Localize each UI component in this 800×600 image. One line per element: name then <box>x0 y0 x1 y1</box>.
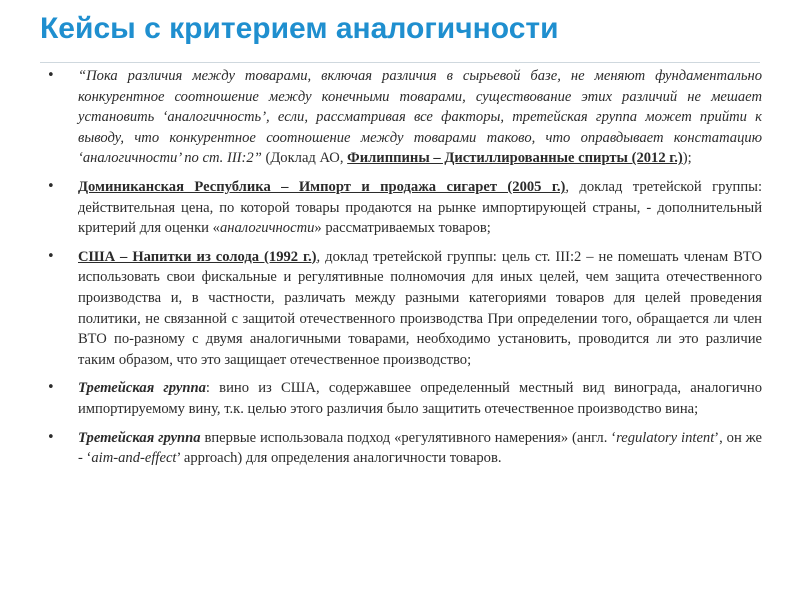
title-divider <box>40 62 760 63</box>
list-item <box>38 66 762 169</box>
slide-title: Кейсы с критерием аналогичности <box>40 12 559 45</box>
item-text: : вино из США, содержавшее определенный местный вид винограда, аналогично импортируемому вину, т.к. целью этого различия было защитить отечественное производство вина; <box>78 380 762 417</box>
item-text: ); <box>682 150 692 167</box>
subject-text: Третейская группа <box>78 429 201 446</box>
item-text: (Доклад АО, <box>261 150 348 167</box>
item-text: ’, он же - ‘ <box>78 429 763 467</box>
item-text: , доклад третейской группы: цель ст. III:2 – не помешать членам ВТО использовать свои фискальные и регулятивные полномочия для иных целей, чем защита отечественного производства и, в частности, различать между разными категориями товаров для целей проведения политики, не связанной с защитой отечественного производства <box>78 248 762 327</box>
list-item <box>38 177 762 239</box>
subject-text: Третейская группа <box>78 380 206 397</box>
bullet-icon: • <box>47 429 55 445</box>
item-text: » рассматриваемых товаров; <box>314 220 491 237</box>
bullet-icon: • <box>47 380 55 396</box>
item-text: впервые использовала подход «регулятивного намерения» (англ. ‘ <box>200 429 617 446</box>
list-item <box>38 428 762 469</box>
case-reference: Доминиканская Республика – Импорт и продажа сигарет (2005 г.) <box>78 178 566 195</box>
list-item <box>38 247 762 371</box>
item-text: , доклад третейской группы: действительная цена, по которой товары продаются на рынке импортирующей страны, - дополнительный критерий для оценки « <box>78 178 762 237</box>
case-reference: США – Напитки из солода (1992 г.) <box>78 248 317 265</box>
term-text: аналогичности <box>219 220 315 237</box>
term-text: aim-and-effect <box>91 450 177 467</box>
term-text: regulatory intent <box>616 429 715 446</box>
bullet-icon: • <box>47 178 55 194</box>
case-reference: Филиппины – Дистиллированные спирты (2012 г.) <box>347 150 683 167</box>
bullet-list <box>38 66 762 477</box>
bullet-icon: • <box>47 68 55 83</box>
item-text: При определении того, обращается ли член ВТО по-разному с двумя аналогичными товарами, необходимо установить, проводится ли это различие таким образом, что это защищает отечественное производство; <box>78 310 762 368</box>
bullet-icon: • <box>47 248 55 264</box>
item-text: ’ approach) для определения аналогичности товаров. <box>176 450 502 467</box>
list-item <box>38 378 762 419</box>
quote-text: “Пока различия между товарами, включая различия в сырьевой базе, не меняют фундаментально конкурентное соотношение между конечными товарами, существование этих различий не мешает установить ‘аналогичность’, если, рассматривая все факторы, третейская группа может прийти к выводу, что конкурентное соотношение между товарами таково, что оправдывает констатацию ‘аналогичности’ по ст. III:2” <box>78 68 762 167</box>
